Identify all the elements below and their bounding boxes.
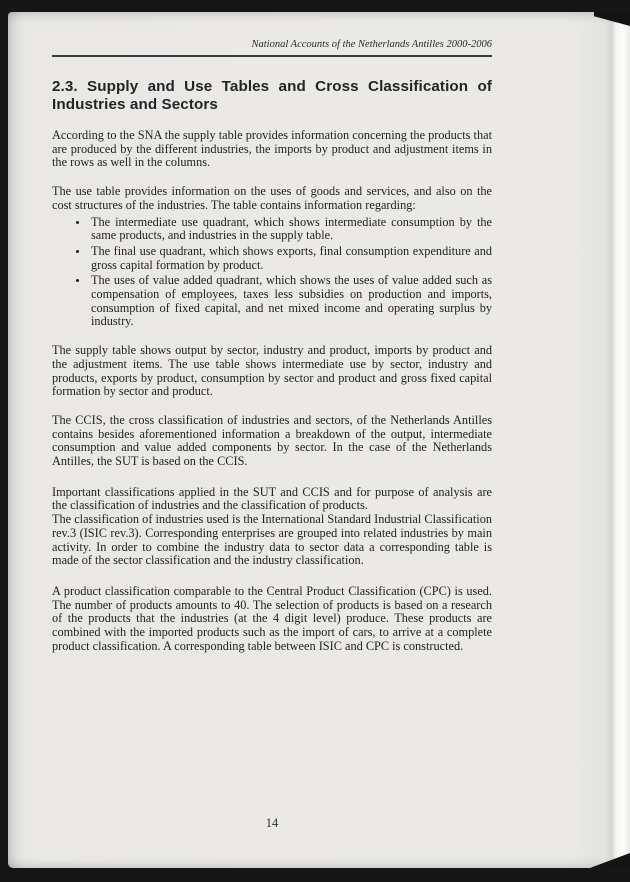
bullet-item-intermediate-use: • The intermediate use quadrant, which shows intermediate consumption by the same products, and industries in the supply table.: [89, 216, 492, 243]
page-number: 14: [265, 816, 279, 830]
document-page: [8, 12, 630, 868]
paragraph-classifications: Important classifications applied in the SUT and CCIS and for purpose of analysis are the classification of industries and the classification of products.: [52, 484, 492, 513]
section-heading: 2.3. Supply and Use Tables and Cross Classification of Industries and Sectors: [52, 78, 492, 113]
paragraph-cpc: A product classification comparable to the Central Product Classification (CPC) is used. The number of products amounts to 40. The selection of products is based on a research of the products that the industries (at the 4 digit level) produce. These products are combined with the imported products such as the import of cars, to arrive at a complete product classification. A corresponding table between ISIC and CPC is constructed.: [52, 583, 492, 653]
bullet-item-final-use: • The final use quadrant, which shows exports, final consumption expenditure and gross capital formation by product.: [89, 245, 492, 272]
running-header: National Accounts of the Netherlands Antilles 2000-2006: [52, 39, 492, 57]
page-content: [52, 12, 492, 654]
paragraph-use-table-intro: The use table provides information on the uses of goods and services, and also on the cost structures of the industries. The table contains information regarding:: [52, 184, 492, 212]
bullet-item-value-added: • The uses of value added quadrant, which shows the uses of value added such as compensation of employees, taxes less subsidies on production and imports, consumption of fixed capital, and net mixed income and operating surplus by industry.: [89, 274, 492, 329]
paragraph-isic: The classification of industries used is the International Standard Industrial Classification rev.3 (ISIC rev.3). Corresponding enterprises are grouped into related industries by main activity. In order to combine the industry data to sector data a corresponding table is made of the sector classification and the industry classification.: [52, 512, 492, 568]
paragraph-supply-use-detail: The supply table shows output by sector, industry and product, imports by product and the adjustment items. The use table shows intermediate use by sector, industry and products, exports by product, consumption by sector and product and gross fixed capital formation by sector and product.: [52, 343, 492, 399]
page-curl-shadow-bottom-right: [590, 853, 630, 868]
paragraph-supply-table-intro: According to the SNA the supply table provides information concerning the products that are produced by the different industries, the imports by product and adjustment items in the rows as well in the columns.: [52, 128, 492, 170]
bullet-list: [52, 216, 492, 330]
paragraph-ccis: The CCIS, the cross classification of industries and sectors, of the Netherlands Antilles contains besides aforementioned information a breakdown of the output, intermediate consumption and value added components by sector. In the case of the Netherlands Antilles, the SUT is based on the CCIS.: [52, 412, 492, 469]
page-curl-shadow-top-right: [594, 12, 630, 26]
